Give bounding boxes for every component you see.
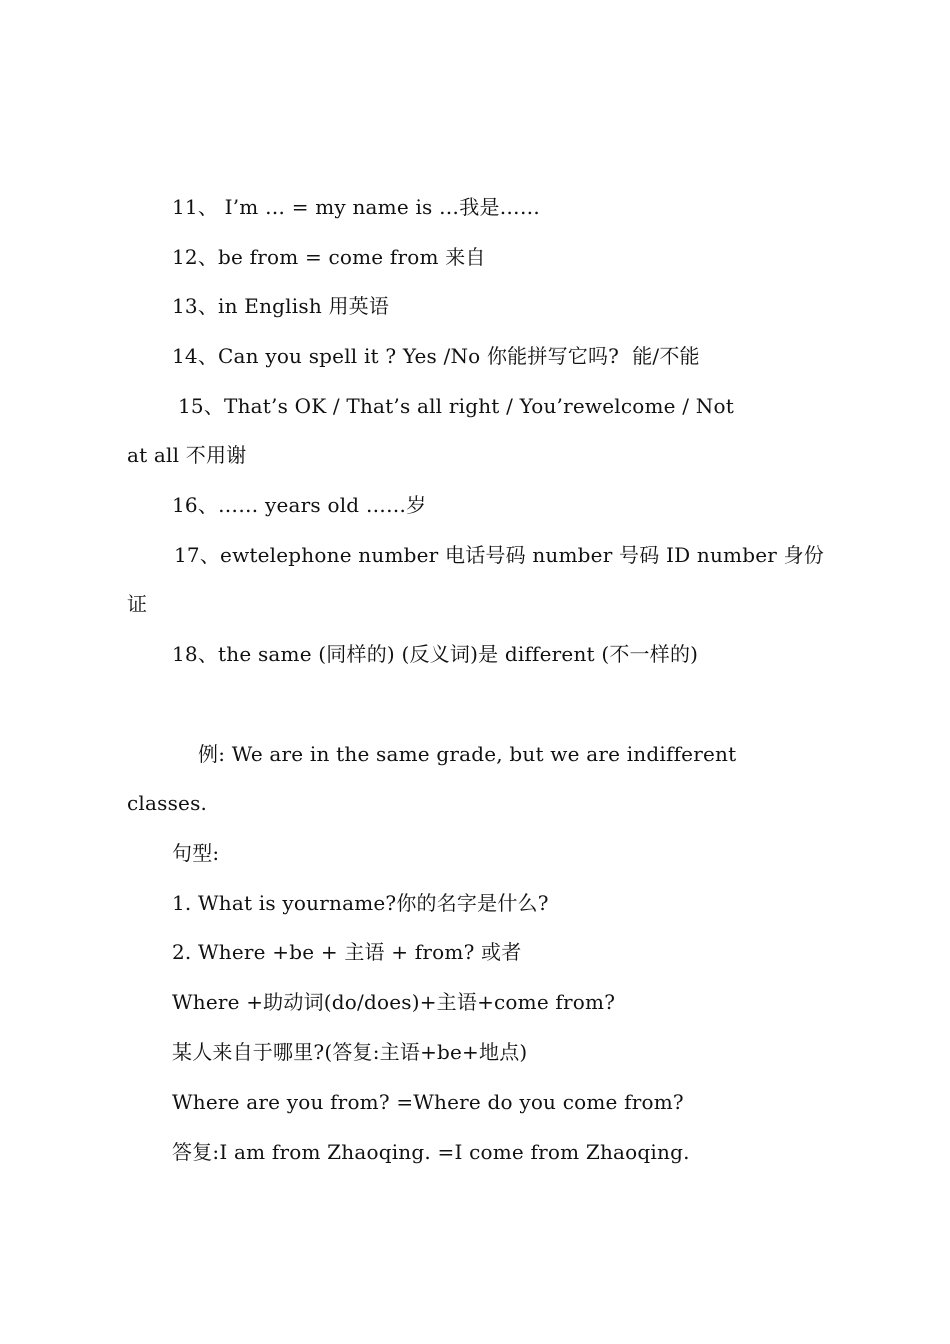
pattern-2-alternative: Where +助动词(do/does)+主语+come from? [172, 990, 616, 1014]
vocab-item-12: 12、be from = come from 来自 [172, 245, 486, 269]
example-sentence-continued: classes. [127, 791, 208, 815]
vocab-item-17-continued: 证 [127, 592, 148, 616]
vocab-item-16: 16、…… years old ……岁 [172, 493, 427, 517]
pattern-1: 1. What is yourname?你的名字是什么? [172, 891, 549, 915]
pattern-2-example-answer: 答复:I am from Zhaoqing. =I come from Zhaoqing. [172, 1140, 690, 1164]
pattern-2: 2. Where +be + 主语 + from? 或者 [172, 940, 522, 964]
pattern-2-meaning: 某人来自于哪里?(答复:主语+be+地点) [172, 1040, 528, 1064]
vocab-item-17: 17、ewtelephone number 电话号码 number 号码 ID number 身份 [174, 543, 824, 567]
vocab-item-18: 18、the same (同样的) (反义词)是 different (不一样的) [172, 642, 699, 666]
example-sentence: 例: We are in the same grade, but we are indifferent [198, 742, 737, 766]
vocab-item-15: 15、That’s OK / That’s all right / You’rewelcome / Not [178, 394, 734, 418]
vocab-item-14: 14、Can you spell it ? Yes /No 你能拼写它吗? 能/不能 [172, 344, 700, 368]
vocab-item-11: 11、 I’m … = my name is …我是…… [172, 195, 541, 219]
vocab-item-15-continued: at all 不用谢 [127, 443, 247, 467]
vocab-item-13: 13、in English 用英语 [172, 294, 390, 318]
pattern-2-example-question: Where are you from? =Where do you come from? [172, 1090, 684, 1114]
sentence-patterns-heading: 句型: [172, 841, 220, 865]
